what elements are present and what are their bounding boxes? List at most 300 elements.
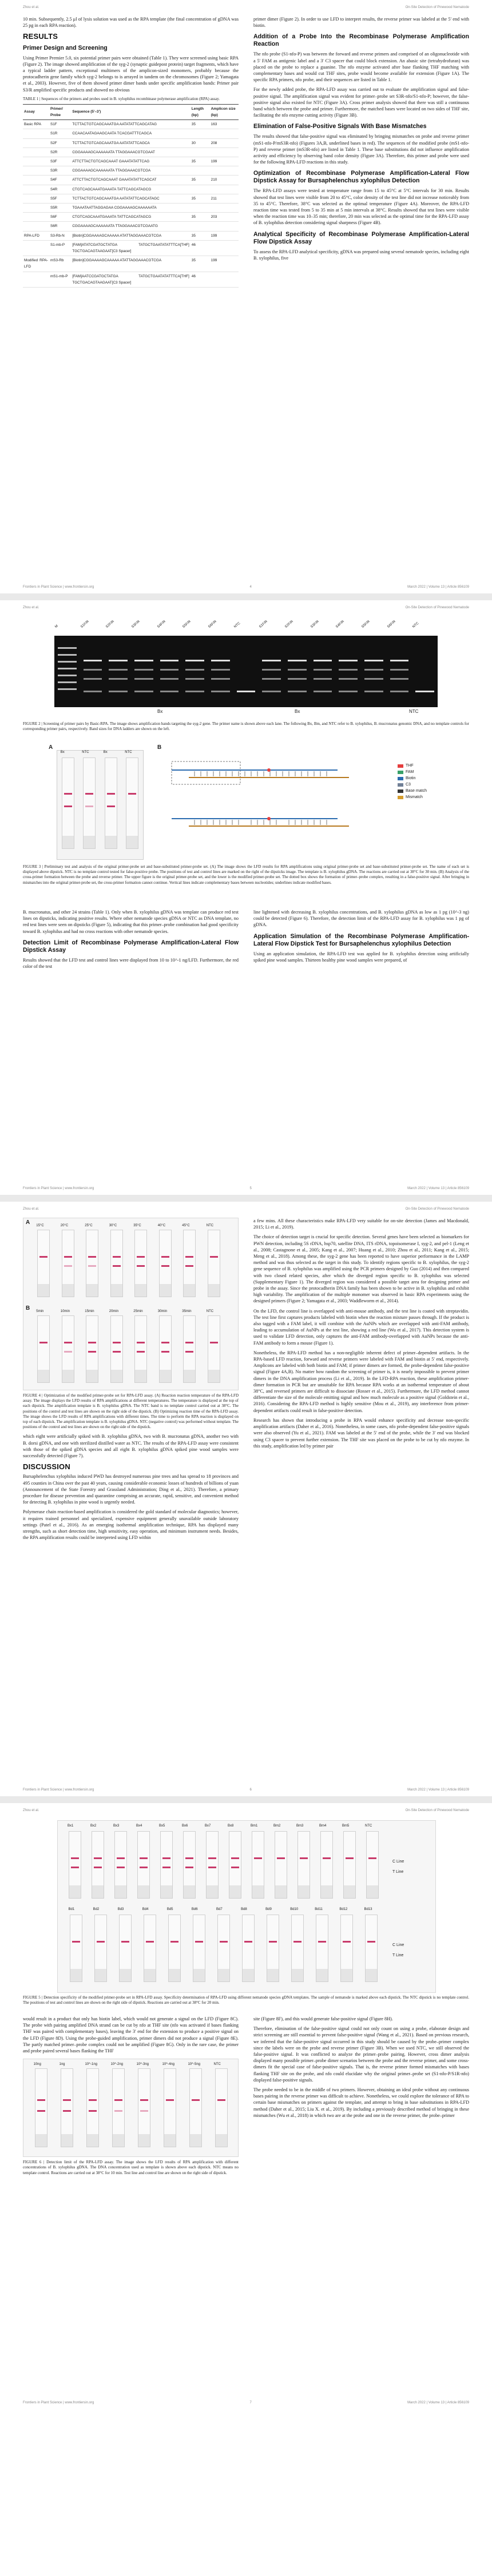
legend-item: [398, 770, 443, 774]
dipstick: [316, 1915, 328, 1982]
dipstick: [62, 757, 74, 849]
legend-label: Base match: [406, 789, 427, 793]
dipstick-label: Bd9: [265, 1908, 272, 1911]
gel-band: [84, 691, 102, 692]
page-footer: [23, 1187, 469, 1190]
gel-band: [262, 669, 281, 671]
table-cell: 35: [191, 157, 210, 166]
page-footer: [23, 1788, 469, 1792]
gel-band: [390, 669, 409, 671]
dipstick: [366, 1831, 379, 1899]
dipstick-label: NTC: [206, 1224, 214, 1227]
test-band: [114, 2110, 122, 2112]
page-4: [0, 1803, 492, 2576]
gel-band: [314, 669, 332, 671]
dipstick-label: Bd10: [290, 1908, 299, 1911]
dipstick-label: 20min: [109, 1310, 119, 1313]
dipstick: [86, 2068, 99, 2147]
control-band: [137, 1342, 145, 1343]
fig3-dipstick-panel: [57, 750, 144, 860]
legend-label: Biotin: [406, 776, 416, 780]
figure-5: [57, 1820, 436, 1993]
control-band: [64, 793, 72, 795]
table-row: [23, 129, 239, 138]
control-band: [94, 1857, 102, 1859]
gel-lane-label: M: [54, 624, 59, 629]
dipstick-label: 30min: [157, 1310, 168, 1313]
dipstick-label: Bx8: [228, 1824, 234, 1828]
dipstick: [160, 1831, 173, 1899]
table-cell: S6R: [49, 222, 71, 231]
test-band: [137, 1351, 145, 1353]
running-header: [23, 6, 469, 9]
table-header-cell: Amplicon size (bp): [210, 104, 239, 119]
dipstick-label: Bm4: [319, 1824, 327, 1828]
dipstick: [37, 1230, 50, 1297]
footer-journal: Frontiers in Plant Science | www.frontiersin.org: [23, 585, 94, 589]
dipstick-label: Bd11: [315, 1908, 323, 1911]
gel-band: [211, 669, 230, 671]
detection-limit-text: Results showed that the LFD test and control lines were displayed from 10 to 10^-1 ng/LFD. Furthermore, the red color of the test: [23, 957, 239, 970]
table-cell: [23, 194, 49, 203]
dipstick-label: NTC: [125, 751, 132, 754]
legend-item: [398, 795, 443, 799]
test-band: [185, 1867, 193, 1868]
control-band: [166, 2099, 174, 2101]
table-cell: [210, 222, 239, 231]
header-authors: Zhou et al.: [23, 6, 39, 9]
header-title: On-Site Detection of Pinewood Nematode: [405, 606, 469, 609]
dipstick: [217, 1915, 230, 1982]
gel-band: [58, 668, 77, 669]
test-band: [161, 1265, 169, 1267]
gel-band: [262, 660, 281, 661]
table-cell: [210, 166, 239, 176]
table-cell: 199: [210, 231, 239, 240]
dipstick-label: Bm3: [296, 1824, 304, 1828]
dipstick: [183, 1315, 196, 1383]
table-cell: Modified RPA-LFD: [23, 256, 49, 272]
table-cell: [Biotin]CGGAAAAGCAAAAA ATATTAGGAAACGTCGA: [71, 231, 190, 240]
detection-limit-heading: Detection Limit of Recombinase Polymerase Amplification-Lateral Flow Dipstick Assay: [23, 939, 239, 954]
c-line-label: C Line: [392, 1860, 404, 1864]
control-band: [318, 1941, 326, 1943]
dipstick-label: 40°C: [157, 1224, 166, 1227]
gel-band: [390, 691, 409, 692]
page-3: [0, 1202, 492, 1796]
primer-dimer-text: primer dimer (Figure 2). In order to use LFD to interpret results, the reverse primer was labeled at the 5' end with biotin.: [253, 17, 469, 29]
dipstick-label: 35min: [182, 1310, 192, 1313]
control-band: [277, 1857, 285, 1859]
test-band: [37, 2110, 45, 2112]
dipstick-label: Bx6: [182, 1824, 188, 1828]
figure-4: [23, 1218, 239, 1390]
dipstick-label: 10^-5ng: [188, 2063, 200, 2067]
dipstick-label: NTC: [365, 1824, 372, 1828]
gel-band: [109, 691, 128, 692]
dipstick: [189, 2068, 202, 2147]
dipstick: [137, 1831, 150, 1899]
table-cell: ATTCTTACTGTCAGCAAAT GAAATATATTCAGCAT: [71, 176, 190, 185]
control-band: [185, 1857, 193, 1859]
dipstick: [138, 2068, 150, 2147]
discussion-text-5: On the LFD, the control line is overlapped with anti-mouse antibody, and the test line is coated with streptavidin. The test line first captures products labeled with biotin when the reaction mixture passes through. If the product is also tagged with a FAM label, it will combine with the AuNPs which are overlapped with anti-FAM antibody, leading to accumulation of AuNPs at the test line, showing a red line (Wu et al., 2017). This detection system is used to validate LFD detection, only captures the anti-FAM antibody-overlapped with AuNPs because the anti-FAM antibody to form a mouse (Figure 1).: [253, 1308, 469, 1346]
left-column: [23, 1218, 239, 1544]
test-band: [88, 1351, 96, 1353]
test-band: [94, 1867, 102, 1868]
table-cell: 35: [191, 176, 210, 185]
left-column: [23, 909, 239, 973]
gel-lane-label: S2F/R: [105, 620, 116, 629]
dipstick-label: Bx2: [90, 1824, 97, 1828]
running-header: [23, 1809, 469, 1812]
table-cell: [191, 204, 210, 213]
dipstick: [110, 1315, 123, 1383]
table-cell: S6F: [49, 213, 71, 222]
figure-6-caption: FIGURE 6 | Detection limit of the RPA-LFD assay. The image shows the LFD results of RPA amplification with different concentrations of B. xylophilus gDNA. The DNA concentration used as template is shown above each dipstick. NTC means no template control. Reactions are carried out at 38°C for 10 min. Test line and control line are shown on the right side of dipstick.: [23, 2160, 239, 2175]
control-band: [89, 2099, 97, 2101]
gel-band: [84, 660, 102, 661]
dipstick: [343, 1831, 356, 1899]
running-header: [23, 1207, 469, 1211]
table-cell: CTGTCAGCAAATGAAATA TATTCAGCATAGCG: [71, 185, 190, 194]
gel-band: [314, 691, 332, 692]
t-line-label-2: T Line: [392, 1953, 404, 1957]
test-band: [208, 1867, 216, 1868]
dipstick: [206, 1831, 219, 1899]
dipstick-label: 10^-1ng: [85, 2063, 97, 2067]
gel-lane-label: S1F/R: [80, 620, 90, 629]
control-band: [71, 1857, 79, 1859]
figure-3: [49, 744, 443, 862]
dipstick-label: Bd13: [364, 1908, 372, 1911]
control-band: [88, 1342, 96, 1343]
dipstick-label: Bx4: [136, 1824, 142, 1828]
dipstick: [215, 2068, 228, 2147]
left-column: [23, 16, 239, 288]
gel-lane-label: S5F/R: [182, 620, 192, 629]
dipstick: [275, 1831, 287, 1899]
control-band: [231, 1857, 239, 1859]
gel-lane-label: NTC: [412, 621, 420, 629]
discussion-text-4: The choice of detection target is crucial for specific detection. Several genes have been selected as biomarkers for PWN detection, including 5S rDNA, hsp70, satellite DNA, ITS rDNA, topoisomerase I, syg-2, and pel-1 (Leng et al., 2008; Castagnone et al., 2005; Kang et al., 2007; Huang et al., 2010; Zhou et al., 2011; Kang et al., 2015; Meng et al., 2018). Among these, the syg-2 gene has been reported to have superior performance in the LAMP method and was thus selected as the target in this study. To identify regions specific to B. xylophilus, the syg-2 gene sequence of B. xylophilus was amplified using the PCR primers designed by Guo (2014) and then compared with two closed related species, after which the diverged region specific to B. xylophilus was selected (Supplementary Figure 1). The diverged region was considered a possible target area for designing primer and probe in the assay. Since the protocadherin DNA family has been shown to be active in B. xylophilus and exhibit high variability. The amplification of the multiple monomer was observed in basic RPA experiments using the designed primers (Figure 2; Yamagata et al., 2003; Waddleworm et al., 2014).: [253, 1234, 469, 1304]
table-1: [23, 104, 239, 288]
table-cell: [23, 157, 49, 166]
table-cell: S3-Rb-N: [49, 231, 71, 240]
gel-band: [58, 647, 77, 649]
application-text: Using an application simulation, the RPA-LFD test was applied for B. xylophilus detection using artificially spiked pine wood samples. Thirteen healthy pine wood samples were prepared, of: [253, 951, 469, 963]
gel-band: [314, 660, 332, 661]
dipstick: [340, 1915, 353, 1982]
dipstick-label: Bm1: [251, 1824, 258, 1828]
control-band: [72, 1941, 80, 1943]
gel-band: [364, 691, 383, 692]
dipstick: [92, 1831, 104, 1899]
gel-band: [211, 660, 230, 661]
gel-band: [185, 660, 204, 661]
test-band: [89, 2110, 97, 2112]
control-band: [64, 1256, 72, 1258]
test-band: [88, 1265, 96, 1267]
table-cell: S4R: [49, 185, 71, 194]
table-cell: CGGAAAAGCAAAAAATA TTAGGAAACGTCGAAT: [71, 147, 190, 157]
c-line-label-2: C Line: [392, 1943, 404, 1947]
gel-group-labels: [54, 709, 438, 717]
dipstick-label: Bx1: [68, 1824, 74, 1828]
table-cell: [210, 185, 239, 194]
test-band: [140, 2110, 148, 2112]
page-2: [0, 600, 492, 1195]
discussion-text-1: Bursaphelenchus xylophilus induced PWD has destroyed numerous pine trees and has spread to 18 provinces and 495 counties in China over the past 40 years, causing considerable economic losses of hundreds of billions of yuan (Announcement of the State Forestry and Grassland Administration; Ding et al., 2021). Therefore, a primary procedure for disease prevention and quarantine comprising an accurate, rapid, sensitive, and convenient method for detecting B. xylophilus in pine wood is urgently needed.: [23, 1474, 239, 1505]
table-cell: [23, 185, 49, 194]
control-band: [137, 1256, 145, 1258]
cross-primer-diagram: [166, 750, 389, 859]
control-band: [63, 2099, 71, 2101]
dipstick-label: Bd3: [117, 1908, 124, 1911]
gel-lane-label: NTC: [233, 621, 241, 629]
gel-band: [134, 691, 153, 692]
dipstick: [69, 1831, 81, 1899]
table-cell: mS3-Rb: [49, 256, 71, 272]
right-column: [253, 16, 469, 288]
table-cell: 46: [191, 240, 210, 256]
gel-band: [415, 691, 434, 692]
table-row: [23, 147, 239, 157]
dipstick-label: Bd2: [93, 1908, 100, 1911]
table-header-cell: Assay: [23, 104, 49, 119]
dipstick: [164, 2068, 176, 2147]
table-cell: [191, 166, 210, 176]
page-number: 4: [249, 585, 252, 589]
gel-band: [211, 678, 230, 680]
elimination-heading: Elimination of False-Positive Signals With Base Mismatches: [253, 123, 427, 130]
table-row: [23, 272, 239, 287]
table-cell: 35: [191, 120, 210, 129]
control-band: [107, 793, 115, 795]
table-cell: 35: [191, 256, 210, 272]
gel-band: [84, 678, 102, 680]
table-cell: [23, 147, 49, 157]
gel-band: [84, 669, 102, 671]
gel-band: [211, 691, 230, 692]
gel-band: [109, 678, 128, 680]
figure-2: [54, 619, 438, 719]
gel-lane-label: S3F/R: [310, 620, 320, 629]
gel-band: [185, 678, 204, 680]
discussion-text-6: Nonetheless, the RPA-LFD method has a non-negligible inherent defect of primer–dependent artifacts. In the RPA-based LFD reaction, forward and reverse primers were labeled with FAM and biotin at 5' end, respectively. Amplicons are labeled with both biotin and FAM; if primer dimers are formed, the probe-dependent false-positive signal (Figure 4A,B). No matter how random the screening of primer is, it is nearly impossible to prevent primer dimers in the DNA amplification process (Li et al., 2019). In the LFD-RPA reaction, these amplification primer-dimer formation in PCR but are unsuitable for RPA because RPA works at an isothermal temperature of about 38°C, and reversed primers are difficult to dissociate (Rosser et al., 2015). Furthermore, the LFD method cannot differentiate the size of the molecule emitting signal and how much molecule as a positive signal (Goldstein et al., 2016). Considering the RPA-LFD method is highly sensitive (Mou et al., 2019), any interference from primer-dependent artifacts could result in false-positive detection.: [253, 1350, 469, 1413]
table-cell: S5R: [49, 204, 71, 213]
control-band: [210, 1256, 218, 1258]
control-band: [117, 1857, 125, 1859]
table-row: [23, 204, 239, 213]
gel-band: [160, 691, 179, 692]
control-band: [300, 1857, 308, 1859]
table-cell: S3F: [49, 157, 71, 166]
table-cell: 208: [210, 138, 239, 147]
control-band: [140, 2099, 148, 2101]
footer-issue: March 2022 | Volume 13 | Article 856109: [407, 1788, 469, 1792]
table-cell: 46: [191, 272, 210, 287]
dipstick: [134, 1230, 147, 1297]
dipstick-label: NTC: [206, 1310, 214, 1313]
control-band: [113, 1256, 121, 1258]
dipstick-label: Bx3: [113, 1824, 120, 1828]
control-band: [192, 2099, 200, 2101]
header-title: On-Site Detection of Pinewood Nematode: [405, 1207, 469, 1211]
table-cell: S1R: [49, 129, 71, 138]
table-row: [23, 231, 239, 240]
discussion-text-2: Polymerase chain reaction-based amplification is considered the gold standard of molecular diagnostics; however, it requires trained personnel and specialized, expensive equipment generally unavailable outside laboratory settings (Patel et al., 2016). As an emerging isothermal amplification technique, RPA has displayed many strengths, such as short detection time, high sensitivity, easy operation, and minimum instrument needs. Besides, the RPA amplification results could be interpreted using LFD within: [23, 1509, 239, 1541]
application-results-text: which eight were artificially spiked with B. xylophilus gDNA, two with B. mucronatus gDNA, another two with B. dorsi gDNA, and one with sterilized distilled water as NTC. The results of the RPA-LFD assay were consistent with those of the spiked gDNA species and all eight B. xylophilus gDNA spiked pine wood samples were successfully detected (Figure 7).: [23, 1434, 239, 1459]
dipstick: [229, 1831, 241, 1899]
legend-item: [398, 764, 443, 768]
discussion-text-3: a few mins. All these characteristics make RPA-LFD very suitable for on-site detection (James and Macdonald, 2015; Li et al., 2019).: [253, 1218, 469, 1230]
gel-band: [390, 678, 409, 680]
table-row: [23, 256, 239, 272]
table-row: [23, 213, 239, 222]
table-cell: 199: [210, 256, 239, 272]
table-cell: [210, 147, 239, 157]
control-band: [220, 1941, 228, 1943]
header-authors: Zhou et al.: [23, 1809, 39, 1812]
control-band: [121, 1941, 129, 1943]
dipstick-label: 30°C: [109, 1224, 117, 1227]
page-number: 5: [249, 1187, 252, 1190]
dipstick: [112, 2068, 125, 2147]
gel-band: [134, 678, 153, 680]
dipstick: [94, 1915, 107, 1982]
detection-limit-result: line lightened with decreasing B. xylophilus concentrations, and B. xylophilus gDNA as low as 1 pg (10^-3 ng) could be detected (Figure 6). Therefore, the detection limit of the RPA-LFD assay for B. xylophilus was 1 pg of gDNA.: [253, 910, 469, 928]
dipstick: [159, 1230, 172, 1297]
table-header-cell: Primer/ Probe: [49, 104, 71, 119]
footer-journal: Frontiers in Plant Science | www.frontiersin.org: [23, 2401, 94, 2404]
gel-band: [339, 660, 358, 661]
dipstick: [365, 1915, 378, 1982]
test-band: [185, 1265, 193, 1267]
control-band: [85, 793, 93, 795]
legend-swatch: [398, 764, 403, 768]
legend-swatch: [398, 783, 403, 787]
dipstick: [86, 1315, 98, 1383]
dipstick: [110, 1230, 123, 1297]
header-authors: Zhou et al.: [23, 606, 39, 609]
table-cell: CGGAAAAGCAAAAAATA TTAGGAAACGTCGAATG: [71, 222, 190, 231]
table-cell: [210, 129, 239, 138]
dipstick: [208, 1315, 220, 1383]
control-band: [140, 1857, 148, 1859]
discussion-heading: DISCUSSION: [23, 1462, 70, 1472]
test-band: [231, 1867, 239, 1868]
legend-label: Mismatch: [406, 795, 423, 799]
legend-label: THF: [406, 764, 414, 768]
page-footer: [23, 585, 469, 589]
control-band: [114, 2099, 122, 2101]
control-band: [244, 1941, 252, 1943]
control-band: [161, 1342, 169, 1343]
page-number: 6: [249, 1788, 252, 1792]
fig3-legend: [398, 761, 443, 801]
table-cell: 35: [191, 213, 210, 222]
gel-band: [262, 678, 281, 680]
control-band: [39, 1256, 47, 1258]
test-band: [107, 806, 115, 807]
dipstick-label: 15min: [85, 1310, 94, 1313]
table-cell: S4F: [49, 176, 71, 185]
gel-band: [134, 660, 153, 661]
gel-lane-label: S4F/R: [335, 620, 346, 629]
legend-swatch: [398, 771, 403, 774]
dipstick: [159, 1315, 172, 1383]
running-header: [23, 606, 469, 609]
table-cell: 35: [191, 194, 210, 203]
control-band: [88, 1256, 96, 1258]
dipstick-label: Bx7: [205, 1824, 211, 1828]
panel-b-letter: B: [157, 744, 162, 751]
gel-band: [339, 691, 358, 692]
table-row: [23, 240, 239, 256]
control-band: [293, 1941, 301, 1943]
table-row: [23, 176, 239, 185]
control-band: [161, 1256, 169, 1258]
test-band: [162, 1867, 170, 1868]
dipstick-label: Bd8: [241, 1908, 247, 1911]
legend-item: [398, 776, 443, 780]
control-band: [195, 1941, 203, 1943]
dipstick: [62, 1315, 74, 1383]
gel-band: [160, 678, 179, 680]
panel-a-letter: A: [26, 1219, 30, 1226]
table-cell: [23, 176, 49, 185]
table-row: [23, 166, 239, 176]
specificity-heading: Analytical Specificity of Recombinase Polymerase Amplification-Lateral Flow Dipstick Assay: [253, 230, 469, 245]
panel-a-letter: A: [49, 744, 53, 751]
dipstick-label: Bd5: [166, 1908, 173, 1911]
gel-band: [364, 678, 383, 680]
table-cell: 30: [191, 138, 210, 147]
dipstick: [144, 1915, 156, 1982]
control-band: [39, 1342, 47, 1343]
dipstick-label: 10^-3ng: [136, 2063, 149, 2067]
table-cell: [23, 213, 49, 222]
test-band: [64, 806, 72, 807]
control-band: [113, 1342, 121, 1343]
dipstick: [114, 1831, 127, 1899]
dipstick-label: 20°C: [60, 1224, 69, 1227]
dipstick-label: Bx: [60, 751, 65, 754]
table-cell: CCAACAATAGAAGCAATA TCACGATTTCAGCA: [71, 129, 190, 138]
table-cell: [Biotin]CGGAAAAGCAAAAA ATATTAGGAAACGTCGA: [71, 256, 190, 272]
dipstick: [86, 1230, 98, 1297]
left-column: [23, 2016, 239, 2176]
gel-band: [58, 688, 77, 690]
table-cell: TGAAATAATTAGGAGAA CGGAAAAGCAAAAAATA: [71, 204, 190, 213]
legend-swatch: [398, 796, 403, 799]
control-band: [162, 1857, 170, 1859]
dipstick-label: 25°C: [85, 1224, 93, 1227]
control-band: [185, 1342, 193, 1343]
test-band: [64, 1351, 72, 1353]
table-cell: [23, 240, 49, 256]
dipstick: [62, 1230, 74, 1297]
control-band: [64, 1342, 72, 1343]
dipstick-label: Bd7: [216, 1908, 223, 1911]
gel-band: [364, 660, 383, 661]
control-band: [97, 1941, 105, 1943]
table-row: [23, 222, 239, 231]
test-band: [137, 1265, 145, 1267]
table-cell: [191, 222, 210, 231]
false-positive-text-2: Therefore, elimination of the false-positive signal could not only count on using a probe, elaborate design and strict screening are still essential to prevent false-positive signal (Wang et al., 2021). Based on previous research, we inferred that the false-positive signal occurred in this study should be caused by the probe–primer complex since the labels were on the probe and reverse primer (Figure 3B). When we used NTC, we still observed the false-positive signal. It was conflicted to analyze the primer–probe pairing. However, cross dimer analysis displayed many possible primer–probe dimer scenarios between the probe and the reverse primer, and some cross-dimers fit the special case of false-positive signals. That is, the reverse primer formed mismatches with bases flanking THF site on the probe, and nfo could elucidate why the original primer–probe set (S1-nfo-P/S1R-nfo) displayed false-positive signals.: [253, 2026, 469, 2083]
